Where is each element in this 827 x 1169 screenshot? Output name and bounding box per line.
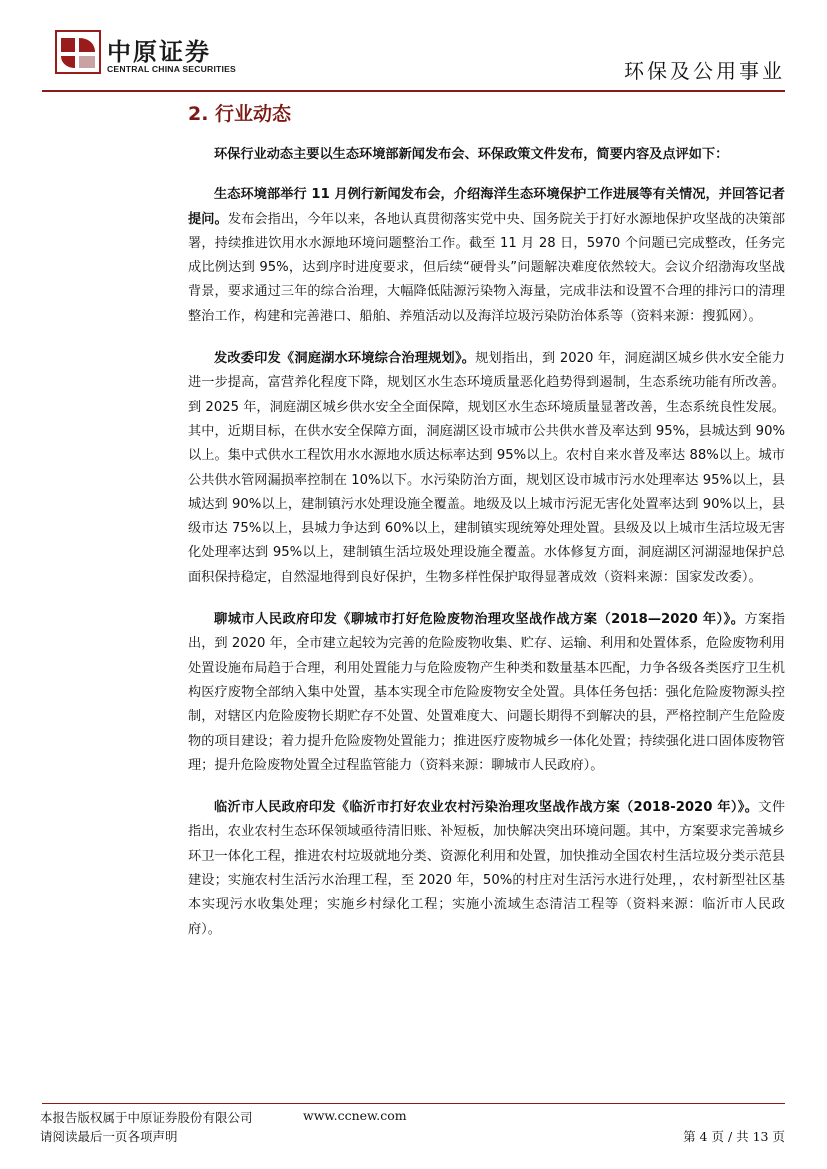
company-logo: [55, 30, 245, 78]
footer-copyright: 本报告版权属于中原证券股份有限公司: [40, 1110, 253, 1125]
page-number: 第 4 页 / 共 13 页: [683, 1129, 785, 1144]
news-item-4-body: 文件指出，农业农村生态环保领域亟待清旧账、补短板，加快解决突出环境问题。其中，方案要求完善城乡环卫一体化工程，推进农村垃圾就地分类、资源化利用和处置，加快推动全国农村生活垃圾分类示范县建设；实施农村生活污水治理工程，至 2020 年，50%的村庄对生活污水进行处理，，农村新型社区基本实现污水收集处理；实施乡村绿化工程；实施小流域生态清洁工程等（资料来源：临沂市人民政府）。: [188, 800, 786, 937]
news-item-2-lead: 发改委印发《洞庭湖水环境综合治理规划》。: [214, 351, 476, 367]
news-item-2: [188, 347, 785, 590]
logo-mark-icon: [55, 30, 101, 74]
news-item-3: [188, 608, 785, 778]
news-item-4: [188, 796, 785, 942]
header-divider: [42, 90, 785, 92]
footer-website-link[interactable]: www.ccnew.com: [303, 1108, 407, 1123]
logo-english-name: CENTRAL CHINA SECURITIES: [107, 64, 236, 74]
report-body: [188, 143, 785, 960]
footer-disclaimer: 请阅读最后一页各项声明: [40, 1129, 178, 1144]
section-title: 2. 行业动态: [188, 103, 292, 125]
news-item-3-lead: 聊城市人民政府印发《聊城市打好危险废物治理攻坚战作战方案（2018—2020 年）》。: [214, 612, 745, 628]
news-item-4-lead: 临沂市人民政府印发《临沂市打好农业农村污染治理攻坚战作战方案（2018-2020 年）》。: [214, 800, 759, 816]
footer-divider: [42, 1103, 785, 1104]
news-item-1-lead: 生态环境部举行 11 月例行新闻发布会，介绍海洋生态环境保护工作进展等有关情况，并回答记者提问。: [188, 187, 785, 227]
news-item-1: [188, 183, 785, 329]
intro-paragraph: 环保行业动态主要以生态环境部新闻发布会、环保政策文件发布，简要内容及点评如下：: [214, 147, 729, 162]
news-item-3-body: 方案指出，到 2020 年，全市建立起较为完善的危险废物收集、贮存、运输、利用和处置体系，危险废物利用处置设施布局趋于合理，利用处置能力与危险废物产生种类和数量基本匹配，力争各级各类医疗卫生机构医疗废物全部纳入集中处置，基本实现全市危险废物安全处置。具体任务包括：强化危险废物源头控制，对辖区内危险废物长期贮存不处置、处置难度大、问题长期得不到解决的县，严格控制产生危险废物的项目建设；着力提升危险废物处置能力；推进医疗废物城乡一体化处置；持续强化进口固体废物管理；提升危险废物处置全过程监管能力（资料来源：聊城市人民政府）。: [188, 612, 785, 773]
industry-label: 环保及公用事业: [624, 59, 785, 83]
news-item-2-body: 规划指出，到 2020 年，洞庭湖区城乡供水安全能力进一步提高，富营养化程度下降，规划区水生态环境质量恶化趋势得到遏制，生态系统功能有所改善。到 2025 年，洞庭湖区城乡供水安全全面保障，规划区水生态环境质量显著改善，生态系统良性发展。其中，近期目标，在供水安全保障方面，洞庭湖区设市城市公共供水普及率达到 95%，县城达到 90%以上。集中式供水工程饮用水水源地水质达标率达到 95%以上。农村自来水普及率达 88%以上。城市公共供水管网漏损率控制在 10%以下。水污染防治方面，规划区设市城市污水处理率达 95%以上，县城达到 90%以上，建制镇污水处理设施全覆盖。地级及以上城市污泥无害化处置率达到 90%以上，县级市达 75%以上，县城力争达到 60%以上，建制镇实现统筹处理处置。县级及以上城市生活垃圾无害化处理率达到 95%以上，建制镇生活垃圾处理设施全覆盖。水体修复方面，洞庭湖区河湖湿地保护总面积保持稳定，自然湿地得到良好保护，生物多样性保护取得显著成效（资料来源：国家发改委）。: [188, 351, 785, 585]
logo-chinese-name: 中原证券: [107, 37, 211, 66]
news-item-1-body: 发布会指出，今年以来，各地认真贯彻落实党中央、国务院关于打好水源地保护攻坚战的决策部署，持续推进饮用水水源地环境问题整治工作。截至 11 月 28 日，5970 个问题已完成整改，任务完成比例达到 95%，达到序时进度要求，但后续“硬骨头”问题解决难度依然较大。会议介绍渤海攻坚战背景，要求通过三年的综合治理，大幅降低陆源污染物入海量，完成非法和设置不合理的排污口的清理整治工作，构建和完善港口、船舶、养殖活动以及海洋垃圾污染防治体系等（资料来源：搜狐网）。: [188, 211, 786, 324]
